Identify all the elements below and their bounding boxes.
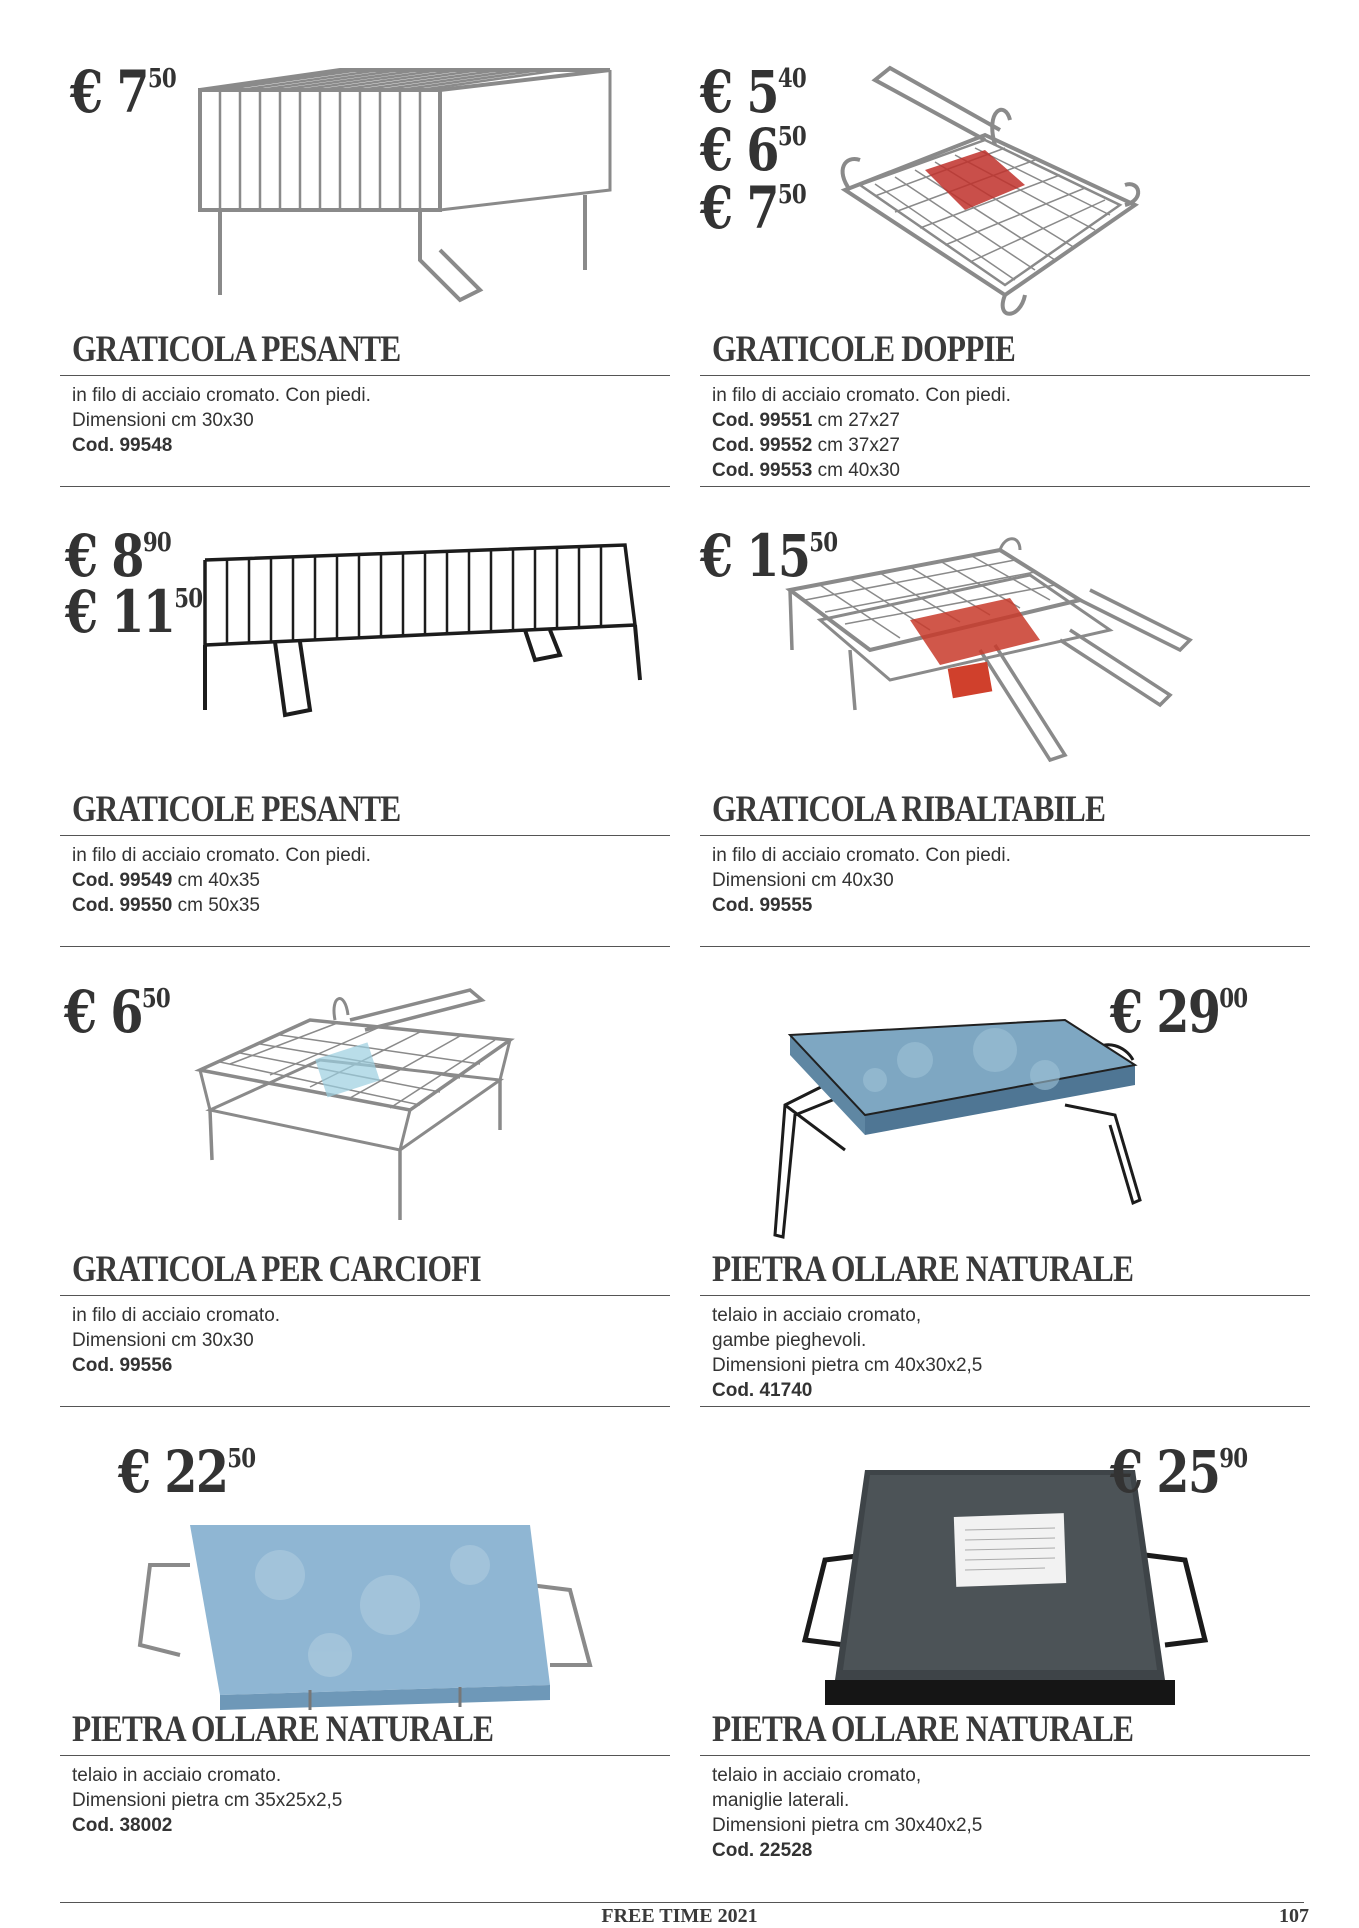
product-description: in filo di acciaio cromato. Con piedi. Cod. 99549 cm 40x35 Cod. 99550 cm 50x35 [72, 845, 371, 916]
product-title: PIETRA OLLARE NATURALE [72, 1709, 494, 1750]
artichoke-grill-icon [190, 980, 520, 1230]
product-description: telaio in acciaio cromato, maniglie laterali. Dimensioni pietra cm 30x40x2,5 Cod. 22528 [712, 1765, 983, 1861]
product-description: in filo di acciaio cromato. Dimensioni cm 30x30 Cod. 99556 [72, 1305, 281, 1376]
section-divider [700, 1406, 1310, 1407]
product-card [60, 1420, 655, 1900]
section-divider [700, 486, 1310, 487]
product-title: GRATICOLA PESANTE [72, 329, 401, 370]
section-divider [60, 946, 670, 947]
wide-wire-grill-icon [185, 530, 645, 740]
price-tag: € $8^{90}$ € $11^{50}$ [65, 522, 203, 646]
title-underline [60, 1295, 670, 1296]
title-underline [700, 835, 1310, 836]
section-divider [60, 486, 670, 487]
section-divider [60, 1406, 670, 1407]
product-card [700, 500, 1295, 950]
price-tag: € $5^{40}$ € $6^{50}$ € $7^{50}$ [700, 58, 806, 242]
footer-divider [60, 1902, 1304, 1903]
section-divider [700, 946, 1310, 947]
title-underline [700, 1295, 1310, 1296]
product-title: PIETRA OLLARE NATURALE [712, 1709, 1134, 1750]
price-tag: € $6^{50}$ [64, 978, 170, 1046]
product-description: telaio in acciaio cromato, gambe pieghevoli. Dimensioni pietra cm 40x30x2,5 Cod. 41740 [712, 1305, 983, 1401]
title-underline [60, 1755, 670, 1756]
product-title: PIETRA OLLARE NATURALE [712, 1249, 1134, 1290]
wire-grill-with-feet-icon [190, 60, 620, 320]
product-card [700, 1420, 1295, 1900]
product-description: telaio in acciaio cromato. Dimensioni pietra cm 35x25x2,5 Cod. 38002 [72, 1765, 343, 1836]
footer-catalog-title: FREE TIME 2021 [601, 1905, 758, 1927]
product-card [700, 40, 1295, 490]
title-underline [700, 1755, 1310, 1756]
product-title: GRATICOLA RIBALTABILE [712, 789, 1106, 830]
price-tag: € $15^{50}$ [700, 522, 838, 590]
product-description: in filo di acciaio cromato. Con piedi. Dimensioni cm 40x30 Cod. 99555 [712, 845, 1011, 916]
price-tag: € $29^{00}$ [1110, 978, 1248, 1046]
product-title: GRATICOLA PER CARCIOFI [72, 1249, 481, 1290]
product-description: in filo di acciaio cromato. Con piedi. Cod. 99551 cm 27x27 Cod. 99552 cm 37x27 Cod. 99553 cm 40x30 [712, 385, 1011, 481]
double-wire-grill-icon [835, 60, 1155, 325]
product-card [60, 960, 655, 1410]
folding-wire-grill-icon [780, 530, 1220, 780]
product-card [700, 960, 1295, 1410]
title-underline [60, 835, 670, 836]
price-tag: € $25^{90}$ [1110, 1438, 1248, 1506]
product-card [60, 500, 655, 950]
product-card [60, 40, 655, 490]
product-description: in filo di acciaio cromato. Con piedi. Dimensioni cm 30x30 Cod. 99548 [72, 385, 371, 456]
title-underline [700, 375, 1310, 376]
price-tag: € $22^{50}$ [118, 1438, 256, 1506]
product-title: GRATICOLE DOPPIE [712, 329, 1015, 370]
price-tag: € $7^{50}$ [70, 58, 176, 126]
product-title: GRATICOLE PESANTE [72, 789, 401, 830]
soapstone-with-handles-icon [130, 1515, 600, 1715]
page-number: 107 [1279, 1905, 1309, 1927]
title-underline [60, 375, 670, 376]
